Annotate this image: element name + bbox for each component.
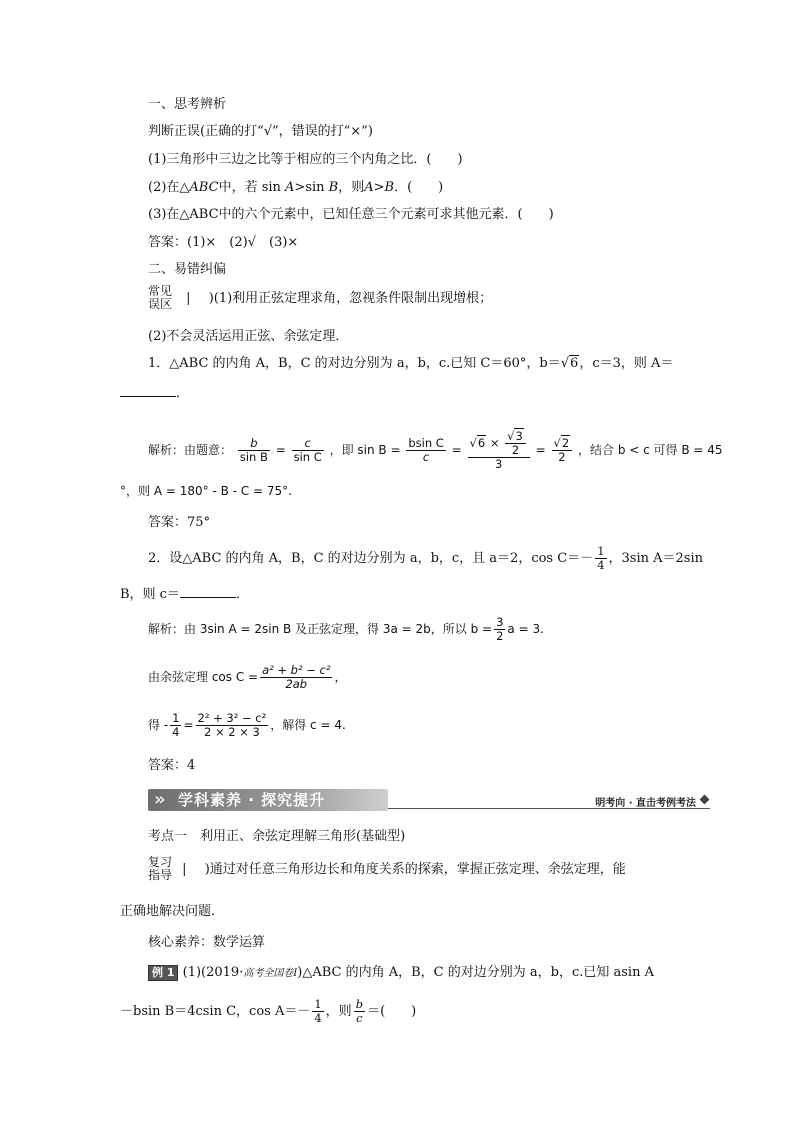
mistake-line-2: (2)不会灵活运用正弦、余弦定理． bbox=[148, 329, 349, 344]
problem1-blank-line: ． bbox=[120, 384, 189, 403]
banner-title: 学科素养 · 探究提升 bbox=[178, 791, 326, 809]
example-1: 例 1 (1)(2019·高考全国卷Ⅰ)△ABC 的内角 A，B，C 的对边分别为 a，b，c.已知 asin A bbox=[148, 964, 654, 983]
problem2-solution-2: 由余弦定理 cos C = $\frac{\text{a² + b² − c²}}{2ab}$ ， bbox=[148, 663, 347, 691]
problem2-line2: B，则 c＝ ． bbox=[120, 587, 249, 602]
problem2-solution-1: 解析：由 3sin A = 2sin B 及正弦定理，得 3a = 2b，所以 b = $\frac{3}{2}$ a = 3. bbox=[148, 615, 544, 643]
problem1-solution: 解析：由题意： $\frac{b}{\text{sin B}}$ = $\frac{c}{\text{sin C}}$ ，即 sin B = $\frac{\text{bsin C}}{c}$ = √6 × $\frac{√3}{2}$ 3 = $\frac{√2}{2}$ ，结合 b < c 可得 B = 45 bbox=[148, 429, 723, 471]
section1-instruction: 判断正误(正确的打“√”，错误的打“×”) bbox=[148, 124, 373, 139]
problem2-answer: 答案：4 bbox=[148, 758, 196, 773]
mistake-tag: 常见 误区 bbox=[148, 284, 173, 311]
review-tag: 复习 指导 bbox=[148, 855, 173, 882]
problem2-solution-3: 得 - $\frac{1}{4}$ = $\frac{\text{2² + 3² − c²}}{2 \times 2 \times 3}$ ，解得 c = 4. bbox=[148, 711, 346, 739]
review-guide-line-2: 正确地解决问题． bbox=[120, 904, 225, 919]
review-guide-line: 复习 指导 | )通过对任意三角形边长和角度关系的探索，掌握正弦定理、余弦定理，能 bbox=[148, 855, 626, 882]
answer-blank bbox=[120, 384, 176, 397]
problem1-solution-line2: °，则 A = 180° - B - C = 75°. bbox=[120, 484, 292, 498]
example-1-line2: －bsin B＝4csin C，cos A＝－ $\frac{1}{4}$ ，则 $\frac{b}{c}$ ＝( ) bbox=[120, 997, 417, 1025]
diamond-icon bbox=[700, 795, 710, 805]
problem1-text: 1．△ABC 的内角 A，B，C 的对边分别为 a，b，c.已知 C＝60°，b＝√6，c＝3，则 A＝ bbox=[148, 356, 674, 371]
core-literacy: 核心素养：数学运算 bbox=[148, 935, 266, 950]
chevron-right-icon: » bbox=[154, 789, 166, 810]
judge-item-1: (1)三角形中三边之比等于相应的三个内角之比．( ) bbox=[148, 152, 463, 167]
kaodian-title: 考点一 利用正、余弦定理解三角形(基础型) bbox=[148, 829, 406, 844]
judge-item-2: (2)在△ABC中，若 sin A>sin B，则A>B．( ) bbox=[148, 180, 444, 195]
banner-subtitle: 明考向 · 直击考例考法 bbox=[595, 798, 696, 809]
mistake-tag-line: 常见 误区 | )(1)利用正弦定理求角，忽视条件限制出现增根； bbox=[148, 284, 493, 311]
problem1-answer: 答案：75° bbox=[148, 515, 211, 530]
problem2-text: 2．设△ABC 的内角 A，B，C 的对边分别为 a，b，c，且 a＝2，cos C＝－ $\frac{1}{4}$ ，3sin A＝2sin bbox=[148, 544, 703, 572]
section1-heading: 一、思考辨析 bbox=[148, 97, 227, 112]
section1-answer: 答案：(1)× (2)√ (3)× bbox=[148, 235, 299, 250]
section2-heading: 二、易错纠偏 bbox=[148, 262, 227, 277]
judge-item-3: (3)在△ABC中的六个元素中，已知任意三个元素可求其他元素．( ) bbox=[148, 207, 554, 222]
example-badge: 例 1 bbox=[148, 965, 178, 981]
answer-blank bbox=[180, 585, 236, 598]
section-banner bbox=[148, 786, 710, 816]
